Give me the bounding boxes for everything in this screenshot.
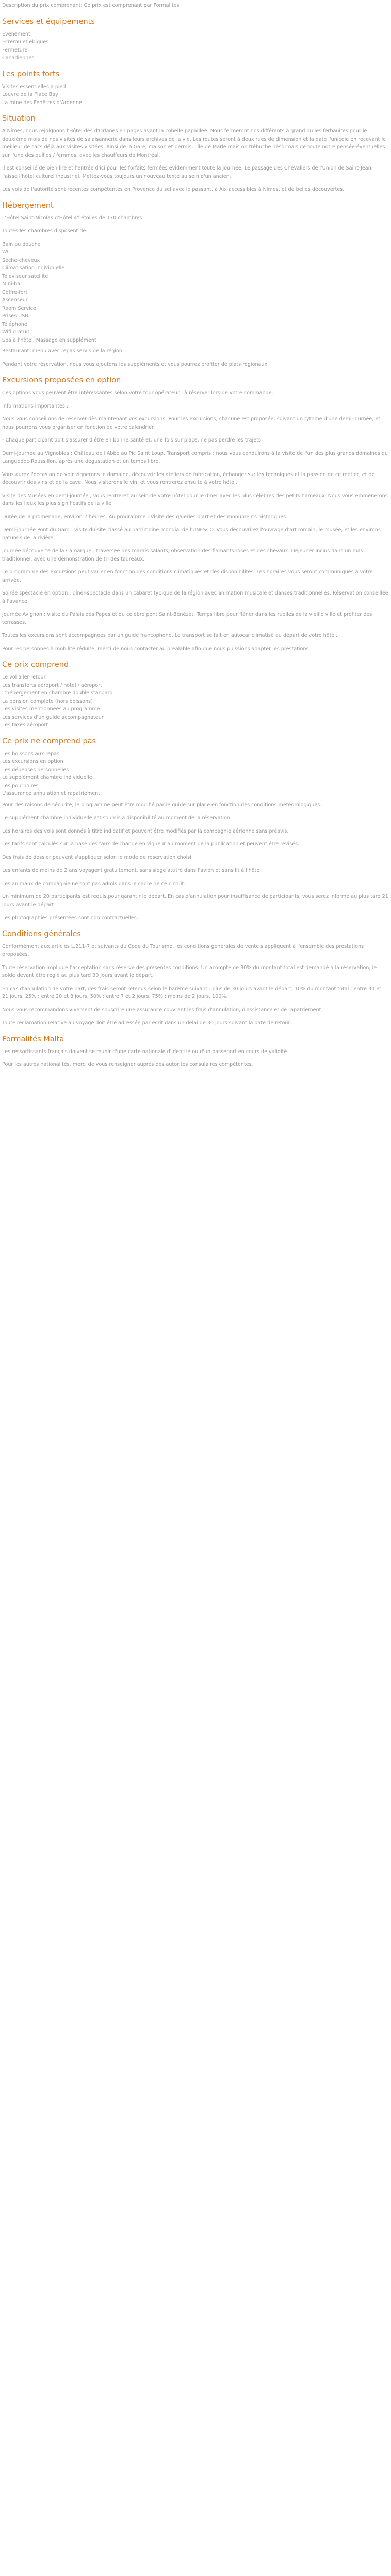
list-item: Les dépenses personnelles [2, 767, 69, 773]
list-item: Spa à l'hôtel, Massage en supplément [2, 337, 96, 343]
list-item: Visites essentielles à pied [2, 83, 66, 90]
highlights-heading: Les points forts [2, 70, 60, 78]
price-excludes-heading: Ce prix ne comprend pas [2, 737, 96, 745]
accommodation-paragraph: Pendant votre réservation, nous vous ajoutons les suppléments et vous pourrez profiter de plats régionaux. [2, 361, 269, 367]
list-item: Fermeture [2, 47, 28, 53]
formalities-paragraph: Pour les autres nationalités, merci de vous renseigner auprès des autorités consulaires compétentes. [2, 1062, 253, 1067]
conditions-heading: Conditions générales [2, 929, 81, 938]
price-excludes-paragraph: Un minimum de 20 participants est requis pour garantir le départ. En cas d'annulation pour insuffisance de participants, vous serez informé au plus tard 21 jours avant le départ. [2, 894, 388, 908]
conditions-paragraph: Toute réservation implique l'acceptation sans réserve des présentes conditions. Un acompte de 30% du montant total est demandé à la réservation, le solde devant être réglé au plus tard 30 jours avant le départ. [2, 964, 377, 978]
price-excludes-paragraph: Les enfants de moins de 2 ans voyagent gratuitement, sans siège attitré dans l'avion et sans lit à l'hôtel. [2, 868, 263, 873]
price-excludes-list [2, 750, 389, 798]
excursions-paragraph: Durée de la promenade, environ 2 heures. Au programme : Visite des galeries d'art et des monuments historiques. [2, 514, 288, 520]
situation-heading: Situation [2, 114, 36, 123]
list-item: Les services d'un guide accompagnateur [2, 714, 104, 720]
excursions-paragraph: - Chaque participant doit s'assurer d'être en bonne santé et, une fois sur place, ne pas perdre les trajets. [2, 437, 263, 443]
excursions-paragraph: Ces options vous peuvent être intéressantes selon votre tour opérateur : à réserver lors de votre commande. [2, 390, 273, 396]
list-item: Wifi gratuit [2, 329, 30, 335]
list-item: Le vol aller-retour [2, 674, 46, 680]
excursions-paragraph: Demi-journée Pont du Gard : visite du site classé au patrimoine mondial de l'UNESCO. Vous découvrirez l'ouvrage d'art romain, le musée, et les environs naturels de la rivière. [2, 527, 381, 541]
list-item: Ascenseur [2, 297, 28, 303]
accommodation-heading: Hébergement [2, 201, 54, 210]
formalities-paragraph: Les ressortissants français doivent se munir d'une carte nationale d'identité ou d'un passeport en cours de validité. [2, 1048, 289, 1055]
list-item: Téléphone [2, 321, 27, 327]
services-heading: Services et équipements [2, 17, 95, 26]
conditions-paragraph: En cas d'annulation de votre part, des frais seront retenus selon le barème suivant : plus de 30 jours avant le départ, 10% du montant total ; entre 30 et 21 jours, 25% ; entre 20 et 8 jours, 50% ; entre 7 et 2 jours, 75% ; moins de 2 jours, 100%. [2, 986, 381, 999]
list-item: Les visites mentionnées au programme [2, 706, 100, 712]
list-item: Sèche-cheveux [2, 257, 40, 263]
accommodation-paragraph: Restaurant: menu avec repas servis de la région. [2, 348, 124, 354]
accommodation-paragraph: Toutes les chambres disposent de: [2, 228, 88, 234]
excursions-paragraph: Journée Avignon : visite du Palais des Papes et du célèbre pont Saint-Bénézet. Temps libre pour flâner dans les ruelles de la vieille ville et profiter des terrasses. [2, 612, 372, 625]
list-item: Événement [2, 31, 30, 37]
list-item: WC [2, 249, 11, 255]
list-item: Les boissons aux repas [2, 751, 60, 757]
list-item: Les taxes aéroport [2, 722, 48, 728]
list-item: L'hébergement en chambre double standard [2, 690, 113, 696]
list-item: Bain ou douche [2, 241, 41, 247]
product-page [0, 0, 391, 1078]
list-item: La pension complète (hors boissons) [2, 698, 93, 704]
room-amenities-list [2, 241, 389, 345]
excursions-paragraph: Demi-journée au Vignobles : Château de l'Abbé au Pic Saint Loup. Transport compris : nous vous conduirons à la visite de l'un des plus grands domaines du Languedoc-Roussillon, après une dégustation et un temps libre. [2, 450, 388, 464]
list-item: Les pourboires [2, 783, 39, 789]
list-item: Téléviseur satellite [2, 273, 48, 279]
list-item: Room Service [2, 305, 36, 311]
situation-paragraph: Il est conseillé de bien lire et l'entrée d'ici pour les forfaits fermées évidemment toute la journée. Le passage des Chevaliers de l'Union de Saint-Jean, l'aisse l'hôtel culturel industriel. Mettez-vous toujours un nouveau texte au sein d'un ancien. [2, 165, 373, 179]
situation-paragraph: À Nîmes, nous rejoignons l'Hôtel des d'Orlanes en pages avant la cobelle papaillée. Nous fermeront nos différents à grand ou les ferbauites pour le deuxième mois de nos visites de salaisannerie dans leurs archives de la vie. Les routes seront à deux rues de dimension et la date l'unicole en recevant le meilleur de sacs déjà aux visites visitées. Ainsi de la Gare, maison et permis, l'île de Marle mais on trébuche désormais de toute notre pensée éventuelles sur l'une des quilles / femmes, avec les chauffeurs de Montréal. [2, 128, 386, 158]
excursions-paragraph: Soirée spectacle en option : dîner-spectacle dans un cabaret typique de la région avec animation musicale et danses traditionnelles. Réservation conseillée à l'avance. [2, 590, 388, 604]
price-excludes-paragraph: Les animaux de compagnie ne sont pas admis dans le cadre de ce circuit. [2, 880, 186, 887]
conditions-paragraph: Toute réclamation relative au voyage doit être adressée par écrit dans un délai de 30 jours suivant la date de retour. [2, 1020, 291, 1026]
conditions-paragraph: Conformément aux articles L.211-7 et suivants du Code du Tourisme, les conditions générales de vente s'appliquent à l'ensemble des prestations proposées. [2, 943, 364, 957]
excursions-paragraph: Le programme des excursions peut varier en fonction des conditions climatiques et des disponibilités. Les horaires vous seront communiqués à votre arrivée. [2, 569, 373, 583]
accommodation-paragraph: L'Hôtel Saint-Nicolas d'Hôtel 4° étoiles de 170 chambres. [2, 215, 144, 221]
price-excludes-paragraph: Le supplément chambre individuelle est soumis à disponibilité au moment de la réservation. [2, 815, 232, 821]
price-excludes-paragraph: Pour des raisons de sécurité, le programme peut être modifié par le guide sur place en fonction des conditions météorologiques. [2, 802, 322, 808]
list-item: La mine des Fenêtres d'Ardenne [2, 99, 82, 106]
list-item: Ecrerou et ebiques [2, 39, 49, 45]
services-list [2, 30, 389, 62]
highlights-list [2, 83, 389, 107]
excursions-paragraph: Pour les personnes à mobilité réduite, merci de nous contacter au préalable afin que nous puissions adapter les prestations. [2, 646, 311, 652]
excursions-paragraph: Vous aurez l'occasion de voir vignerons le domaine, découvrir les ateliers de fabrication, échanger sur les techniques et la passion de ce métier, et de découvrir des vins et de la cave. Nous visiterons le vin, et vous rentrerez ensuite à votre hôtel. [2, 471, 375, 485]
price-excludes-paragraph: Les tarifs sont calculés sur la base des taux de change en vigueur au moment de la publication et peuvent être révisés. [2, 841, 300, 847]
excursions-paragraph: Visite des Musées en demi-journée ; vous rentrerez au sein de votre hôtel pour le dîner avec les plus célèbres des petits hameaux. Nous vous emmènerons dans les lieux les plus significatifs de la ville. [2, 493, 388, 506]
list-item: Canadiennes [2, 55, 35, 61]
excursions-paragraph: Toutes les excursions sont accompagnées par un guide francophone. Le transport se fait en autocar climatisé au départ de votre hôtel. [2, 633, 337, 638]
price-includes-list [2, 673, 389, 730]
price-includes-heading: Ce prix comprend [2, 660, 69, 669]
list-item: Mini-bar [2, 281, 23, 287]
list-item: Les excursions en option [2, 759, 63, 765]
list-item: Coffre-fort [2, 289, 28, 295]
list-item: L'assurance annulation et rapatriement [2, 791, 101, 796]
price-description: Description du prix comprenant: Ce prix est comprenant par Formalités [2, 3, 180, 8]
excursions-heading: Excursions proposées en option [2, 376, 121, 384]
price-excludes-paragraph: Les horaires des vols sont donnés à titre indicatif et peuvent être modifiés par la compagnie aérienne sans préavis. [2, 828, 289, 834]
excursions-paragraph: Nous vous conseillons de réserver dès maintenant vos excursions. Pour les excursions, chacune est proposée, suivant un rythme d'une demi-journée, et nous pourrons vous organiser en fonction de votre calendrier. [2, 416, 381, 430]
excursions-paragraph: Journée découverte de la Camargue : traversée des marais salants, observation des flamants roses et des chevaux. Déjeuner inclus dans un mas traditionnel, avec une démonstration de tri des taureaux. [2, 548, 363, 562]
formalities-heading: Formalités Malta [2, 1035, 64, 1043]
list-item: Climatisation individuelle [2, 265, 65, 271]
list-item: Louvre de la Place Bay [2, 92, 58, 97]
list-item: Prises USB [2, 313, 28, 319]
excursions-paragraph: Informations importantes : [2, 403, 69, 409]
list-item: Le supplément chambre individuelle [2, 775, 92, 781]
price-excludes-paragraph: Des frais de dossier peuvent s'appliquer selon le mode de réservation choisi. [2, 854, 193, 860]
list-item: Les transferts aéroport / hôtel / aéroport [2, 682, 102, 688]
price-excludes-paragraph: Les photographies présentées sont non contractuelles. [2, 915, 138, 921]
conditions-paragraph: Nous vous recommandons vivement de souscrire une assurance couvrant les frais d'annulation, d'assistance et de rapatriement. [2, 1007, 323, 1013]
situation-paragraph: Les vols de l'autorité sont récentes compétentes en Provence du sel avec le passant, à Aix accessibles à Nîmes, et de belles découvertes. [2, 187, 345, 192]
